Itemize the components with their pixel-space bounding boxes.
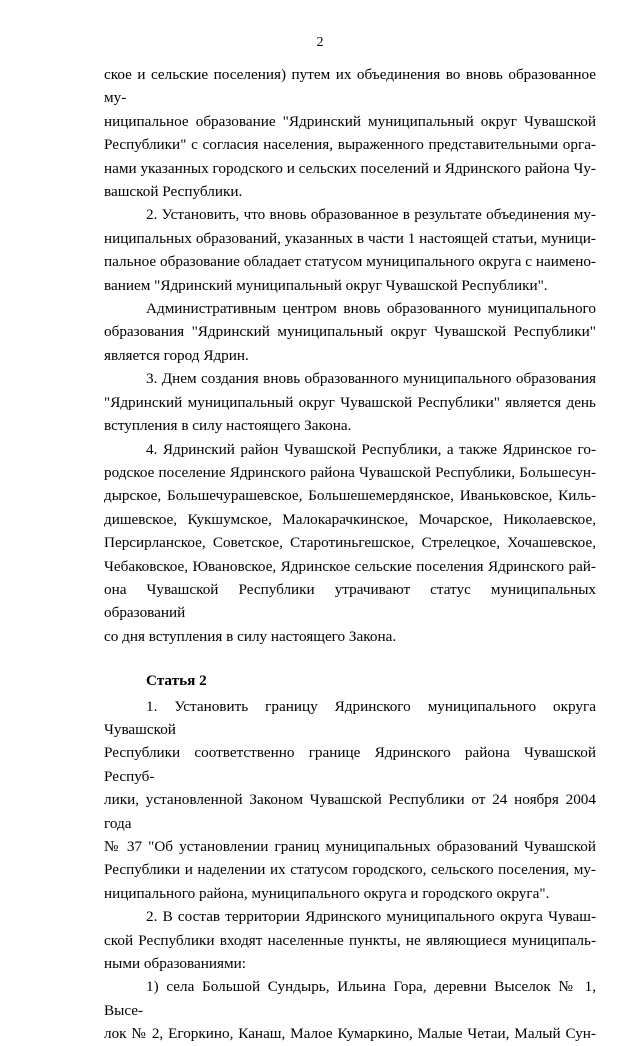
paragraph-line: 4. Ядринский район Чувашской Республики, а также Ядринское го- (146, 440, 596, 458)
paragraph-line: нами указанных городского и сельских поселений и Ядринского района Чу- (104, 159, 596, 177)
paragraph-line: ными образованиями: (104, 955, 246, 973)
paragraph-line: пальное образование обладает статусом муниципального округа с наимено- (104, 253, 596, 271)
paragraph-line: вступления в силу настоящего Закона. (104, 417, 352, 435)
paragraph-line: лики, установленной Законом Чувашской Республики от 24 ноября 2004 года (104, 791, 596, 832)
paragraph-line: ванием "Ядринский муниципальный округ Чувашской Республики". (104, 276, 548, 294)
paragraph-line: Республики" с согласия населения, выраженного представительными орга- (104, 136, 596, 154)
paragraph-line: Республики и наделении их статусом городского, сельского поселения, му- (104, 861, 596, 879)
paragraph-line: ское и сельские поселения) путем их объединения во вновь образованное му- (104, 66, 596, 107)
paragraph-line: Административным центром вновь образованного муниципального (146, 300, 596, 318)
paragraph-line: 2. В состав территории Ядринского муниципального округа Чуваш- (146, 908, 596, 926)
paragraph-line: ниципальное образование "Ядринский муниципальный округ Чувашской (104, 112, 596, 130)
paragraph-line: 2. Установить, что вновь образованное в результате объединения му- (146, 206, 596, 224)
paragraph-line: со дня вступления в силу настоящего Закона. (104, 627, 397, 645)
paragraph-line: образования "Ядринский муниципальный округ Чувашской Республики" (104, 323, 596, 341)
paragraph-line: лок № 2, Егоркино, Канаш, Малое Кумаркино, Малые Четаи, Малый Сун- (104, 1025, 596, 1043)
page-number: 2 (316, 35, 324, 50)
paragraph-line: дырское, Большечурашевское, Большешемердянское, Иваньковское, Киль- (104, 487, 596, 505)
document-body (104, 63, 596, 1046)
paragraph-line: вашской Республики. (104, 183, 243, 201)
paragraph-line: она Чувашской Республики утрачивают статус муниципальных образований (104, 580, 596, 622)
paragraph-line: дишевское, Кукшумское, Малокарачкинское, Мочарское, Николаевское, (104, 510, 596, 528)
paragraph-line: 1. Установить границу Ядринского муниципального округа Чувашской (104, 697, 596, 738)
paragraph-line: родское поселение Ядринского района Чувашской Республики, Большесун- (104, 463, 596, 481)
paragraph-line: Персирланское, Советское, Старотиньгешское, Стрелецкое, Хочашевское, (104, 534, 596, 552)
paragraph-line: Чебаковское, Ювановское, Ядринское сельские поселения Ядринского рай- (104, 557, 596, 575)
paragraph-line: является город Ядрин. (104, 346, 249, 364)
paragraph-line: № 37 "Об установлении границ муниципальных образований Чувашской (104, 838, 596, 855)
paragraph-line: 1) села Большой Сундырь, Ильина Гора, деревни Выселок № 1, Высе- (104, 978, 596, 1019)
article-heading: Статья 2 (146, 672, 207, 690)
paragraph-line: Республики соответственно границе Ядринского района Чувашской Респуб- (104, 744, 596, 785)
paragraph-line: 3. Днем создания вновь образованного муниципального образования (146, 370, 596, 388)
paragraph-line: ниципального района, муниципального округа и городского округа". (104, 884, 550, 902)
paragraph-line: "Ядринский муниципальный округ Чувашской Республики" является день (104, 393, 596, 411)
paragraph-line: ской Республики входят населенные пункты, не являющиеся муниципаль- (104, 931, 596, 949)
paragraph-line: ниципальных образований, указанных в части 1 настоящей статьи, муници- (104, 229, 596, 247)
